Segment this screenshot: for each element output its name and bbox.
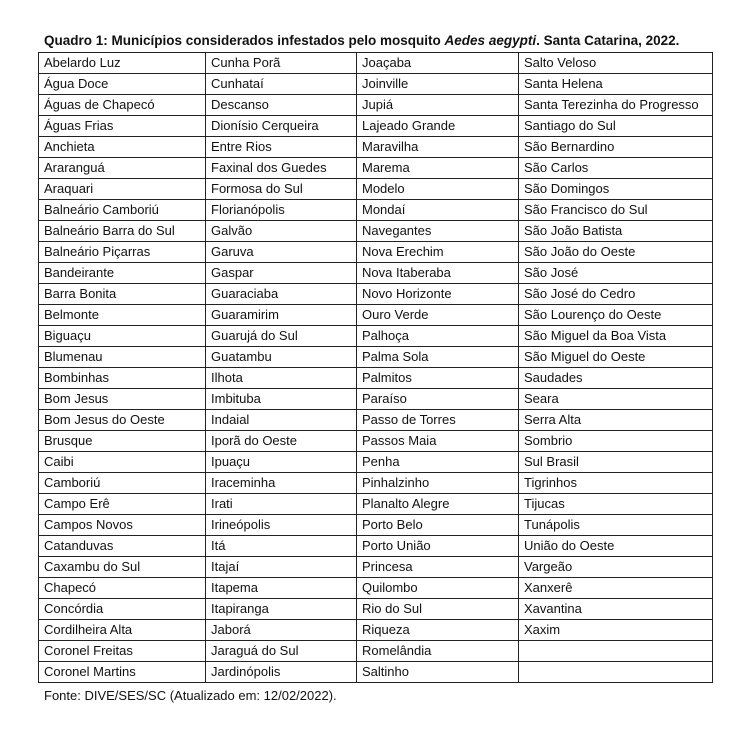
table-cell: Águas de Chapecó (39, 95, 206, 116)
table-cell: Jardinópolis (206, 662, 357, 683)
table-row (39, 179, 713, 200)
table-cell: Irati (206, 494, 357, 515)
table-cell: Brusque (39, 431, 206, 452)
table-cell: Balneário Barra do Sul (39, 221, 206, 242)
table-cell: Joaçaba (357, 53, 519, 74)
table-row (39, 557, 713, 578)
table-row (39, 263, 713, 284)
table-cell: Garuva (206, 242, 357, 263)
table-cell: União do Oeste (519, 536, 713, 557)
table-row (39, 158, 713, 179)
table-cell: Balneário Piçarras (39, 242, 206, 263)
table-row (39, 410, 713, 431)
table-cell: Lajeado Grande (357, 116, 519, 137)
table-cell (519, 662, 713, 683)
table-cell: Penha (357, 452, 519, 473)
table-cell: Águas Frias (39, 116, 206, 137)
table-cell: Ipuaçu (206, 452, 357, 473)
source-note: Fonte: DIVE/SES/SC (Atualizado em: 12/02/2022). (44, 688, 337, 703)
table-cell: Água Doce (39, 74, 206, 95)
table-cell: Dionísio Cerqueira (206, 116, 357, 137)
table-cell: Serra Alta (519, 410, 713, 431)
table-cell: Maravilha (357, 137, 519, 158)
table-cell (519, 641, 713, 662)
table-row (39, 389, 713, 410)
table-cell: Campos Novos (39, 515, 206, 536)
table-cell: Riqueza (357, 620, 519, 641)
table-cell: Belmonte (39, 305, 206, 326)
table-cell: Passos Maia (357, 431, 519, 452)
table-cell: São Carlos (519, 158, 713, 179)
table-cell: Concórdia (39, 599, 206, 620)
table-cell: Tunápolis (519, 515, 713, 536)
table-row (39, 620, 713, 641)
table-cell: Bom Jesus (39, 389, 206, 410)
table-row (39, 599, 713, 620)
table-cell: Gaspar (206, 263, 357, 284)
table-cell: Araquari (39, 179, 206, 200)
table-cell: Porto União (357, 536, 519, 557)
table-cell: Descanso (206, 95, 357, 116)
table-cell: Salto Veloso (519, 53, 713, 74)
table-cell: Santa Terezinha do Progresso (519, 95, 713, 116)
table-cell: Xavantina (519, 599, 713, 620)
table-cell: Barra Bonita (39, 284, 206, 305)
table-cell: Sul Brasil (519, 452, 713, 473)
table-cell: Ilhota (206, 368, 357, 389)
table-cell: Chapecó (39, 578, 206, 599)
table-cell: Passo de Torres (357, 410, 519, 431)
table-row (39, 452, 713, 473)
table-cell: Xanxerê (519, 578, 713, 599)
table-cell: Campo Erê (39, 494, 206, 515)
table-cell: Cordilheira Alta (39, 620, 206, 641)
table-row (39, 116, 713, 137)
table-cell: Rio do Sul (357, 599, 519, 620)
table-cell: Jupiá (357, 95, 519, 116)
municipalities-table (38, 52, 713, 683)
table-cell: São Domingos (519, 179, 713, 200)
table-cell: Novo Horizonte (357, 284, 519, 305)
table-cell: São Bernardino (519, 137, 713, 158)
table-cell: Princesa (357, 557, 519, 578)
table-cell: Quilombo (357, 578, 519, 599)
table-cell: Florianópolis (206, 200, 357, 221)
table-row (39, 578, 713, 599)
table-cell: Iraceminha (206, 473, 357, 494)
table-row (39, 305, 713, 326)
table-cell: Navegantes (357, 221, 519, 242)
table-cell: Palma Sola (357, 347, 519, 368)
table-row (39, 95, 713, 116)
table-cell: Iporã do Oeste (206, 431, 357, 452)
table-cell: Romelândia (357, 641, 519, 662)
table-cell: Marema (357, 158, 519, 179)
table-title (44, 33, 679, 48)
table-cell: São João do Oeste (519, 242, 713, 263)
table-cell: São Miguel da Boa Vista (519, 326, 713, 347)
table-cell: Irineópolis (206, 515, 357, 536)
table-cell: Tijucas (519, 494, 713, 515)
table-cell: Itajaí (206, 557, 357, 578)
table-cell: Nova Itaberaba (357, 263, 519, 284)
title-suffix: . Santa Catarina, 2022. (536, 33, 680, 48)
table-row (39, 242, 713, 263)
title-species: Aedes aegypti (444, 33, 537, 48)
table-cell: Itá (206, 536, 357, 557)
table-row (39, 347, 713, 368)
table-body (39, 53, 713, 683)
table-row (39, 284, 713, 305)
table-cell: Itapema (206, 578, 357, 599)
table-cell: Cunhataí (206, 74, 357, 95)
table-cell: Jaborá (206, 620, 357, 641)
table-cell: Guatambu (206, 347, 357, 368)
table-cell: São Miguel do Oeste (519, 347, 713, 368)
table-cell: Araranguá (39, 158, 206, 179)
table-cell: Pinhalzinho (357, 473, 519, 494)
table-cell: Santiago do Sul (519, 116, 713, 137)
table-cell: Mondaí (357, 200, 519, 221)
table-cell: Bom Jesus do Oeste (39, 410, 206, 431)
table-cell: Modelo (357, 179, 519, 200)
table-cell: Formosa do Sul (206, 179, 357, 200)
table-cell: Galvão (206, 221, 357, 242)
table-cell: Nova Erechim (357, 242, 519, 263)
table-row (39, 137, 713, 158)
table-row (39, 74, 713, 95)
table-cell: Paraíso (357, 389, 519, 410)
table-row (39, 662, 713, 683)
table-row (39, 536, 713, 557)
table-cell: Vargeão (519, 557, 713, 578)
table-cell: São Lourenço do Oeste (519, 305, 713, 326)
table-cell: São João Batista (519, 221, 713, 242)
table-cell: Guaraciaba (206, 284, 357, 305)
table-cell: Guarujá do Sul (206, 326, 357, 347)
table-cell: Planalto Alegre (357, 494, 519, 515)
table-row (39, 431, 713, 452)
table-cell: Palhoça (357, 326, 519, 347)
table-row (39, 515, 713, 536)
table-row (39, 53, 713, 74)
table-cell: Itapiranga (206, 599, 357, 620)
table-cell: Sombrio (519, 431, 713, 452)
table-cell: Palmitos (357, 368, 519, 389)
table-cell: Bombinhas (39, 368, 206, 389)
table-cell: São José do Cedro (519, 284, 713, 305)
table-cell: Joinville (357, 74, 519, 95)
table-cell: Faxinal dos Guedes (206, 158, 357, 179)
table-cell: Balneário Camboriú (39, 200, 206, 221)
table-cell: Blumenau (39, 347, 206, 368)
table-cell: Anchieta (39, 137, 206, 158)
table-cell: Porto Belo (357, 515, 519, 536)
table-row (39, 200, 713, 221)
table-cell: São Francisco do Sul (519, 200, 713, 221)
table-row (39, 368, 713, 389)
table-cell: Ouro Verde (357, 305, 519, 326)
table-cell: Abelardo Luz (39, 53, 206, 74)
table-cell: Imbituba (206, 389, 357, 410)
table-cell: Biguaçu (39, 326, 206, 347)
table-cell: Entre Rios (206, 137, 357, 158)
table-cell: Coronel Freitas (39, 641, 206, 662)
table-row (39, 326, 713, 347)
table-row (39, 221, 713, 242)
table-cell: Indaial (206, 410, 357, 431)
table-cell: Guaramirim (206, 305, 357, 326)
table-cell: Santa Helena (519, 74, 713, 95)
table-cell: Saltinho (357, 662, 519, 683)
table-cell: Bandeirante (39, 263, 206, 284)
title-prefix: Quadro 1: Municípios considerados infestados pelo mosquito (44, 33, 445, 48)
table-cell: Coronel Martins (39, 662, 206, 683)
table-row (39, 494, 713, 515)
table-cell: Jaraguá do Sul (206, 641, 357, 662)
table-row (39, 473, 713, 494)
table-cell: Xaxim (519, 620, 713, 641)
table-cell: Caxambu do Sul (39, 557, 206, 578)
table-cell: Cunha Porã (206, 53, 357, 74)
table-cell: Catanduvas (39, 536, 206, 557)
table-cell: São José (519, 263, 713, 284)
table-cell: Tigrinhos (519, 473, 713, 494)
table-cell: Camboriú (39, 473, 206, 494)
table-cell: Seara (519, 389, 713, 410)
table-cell: Saudades (519, 368, 713, 389)
table-cell: Caibi (39, 452, 206, 473)
table-row (39, 641, 713, 662)
